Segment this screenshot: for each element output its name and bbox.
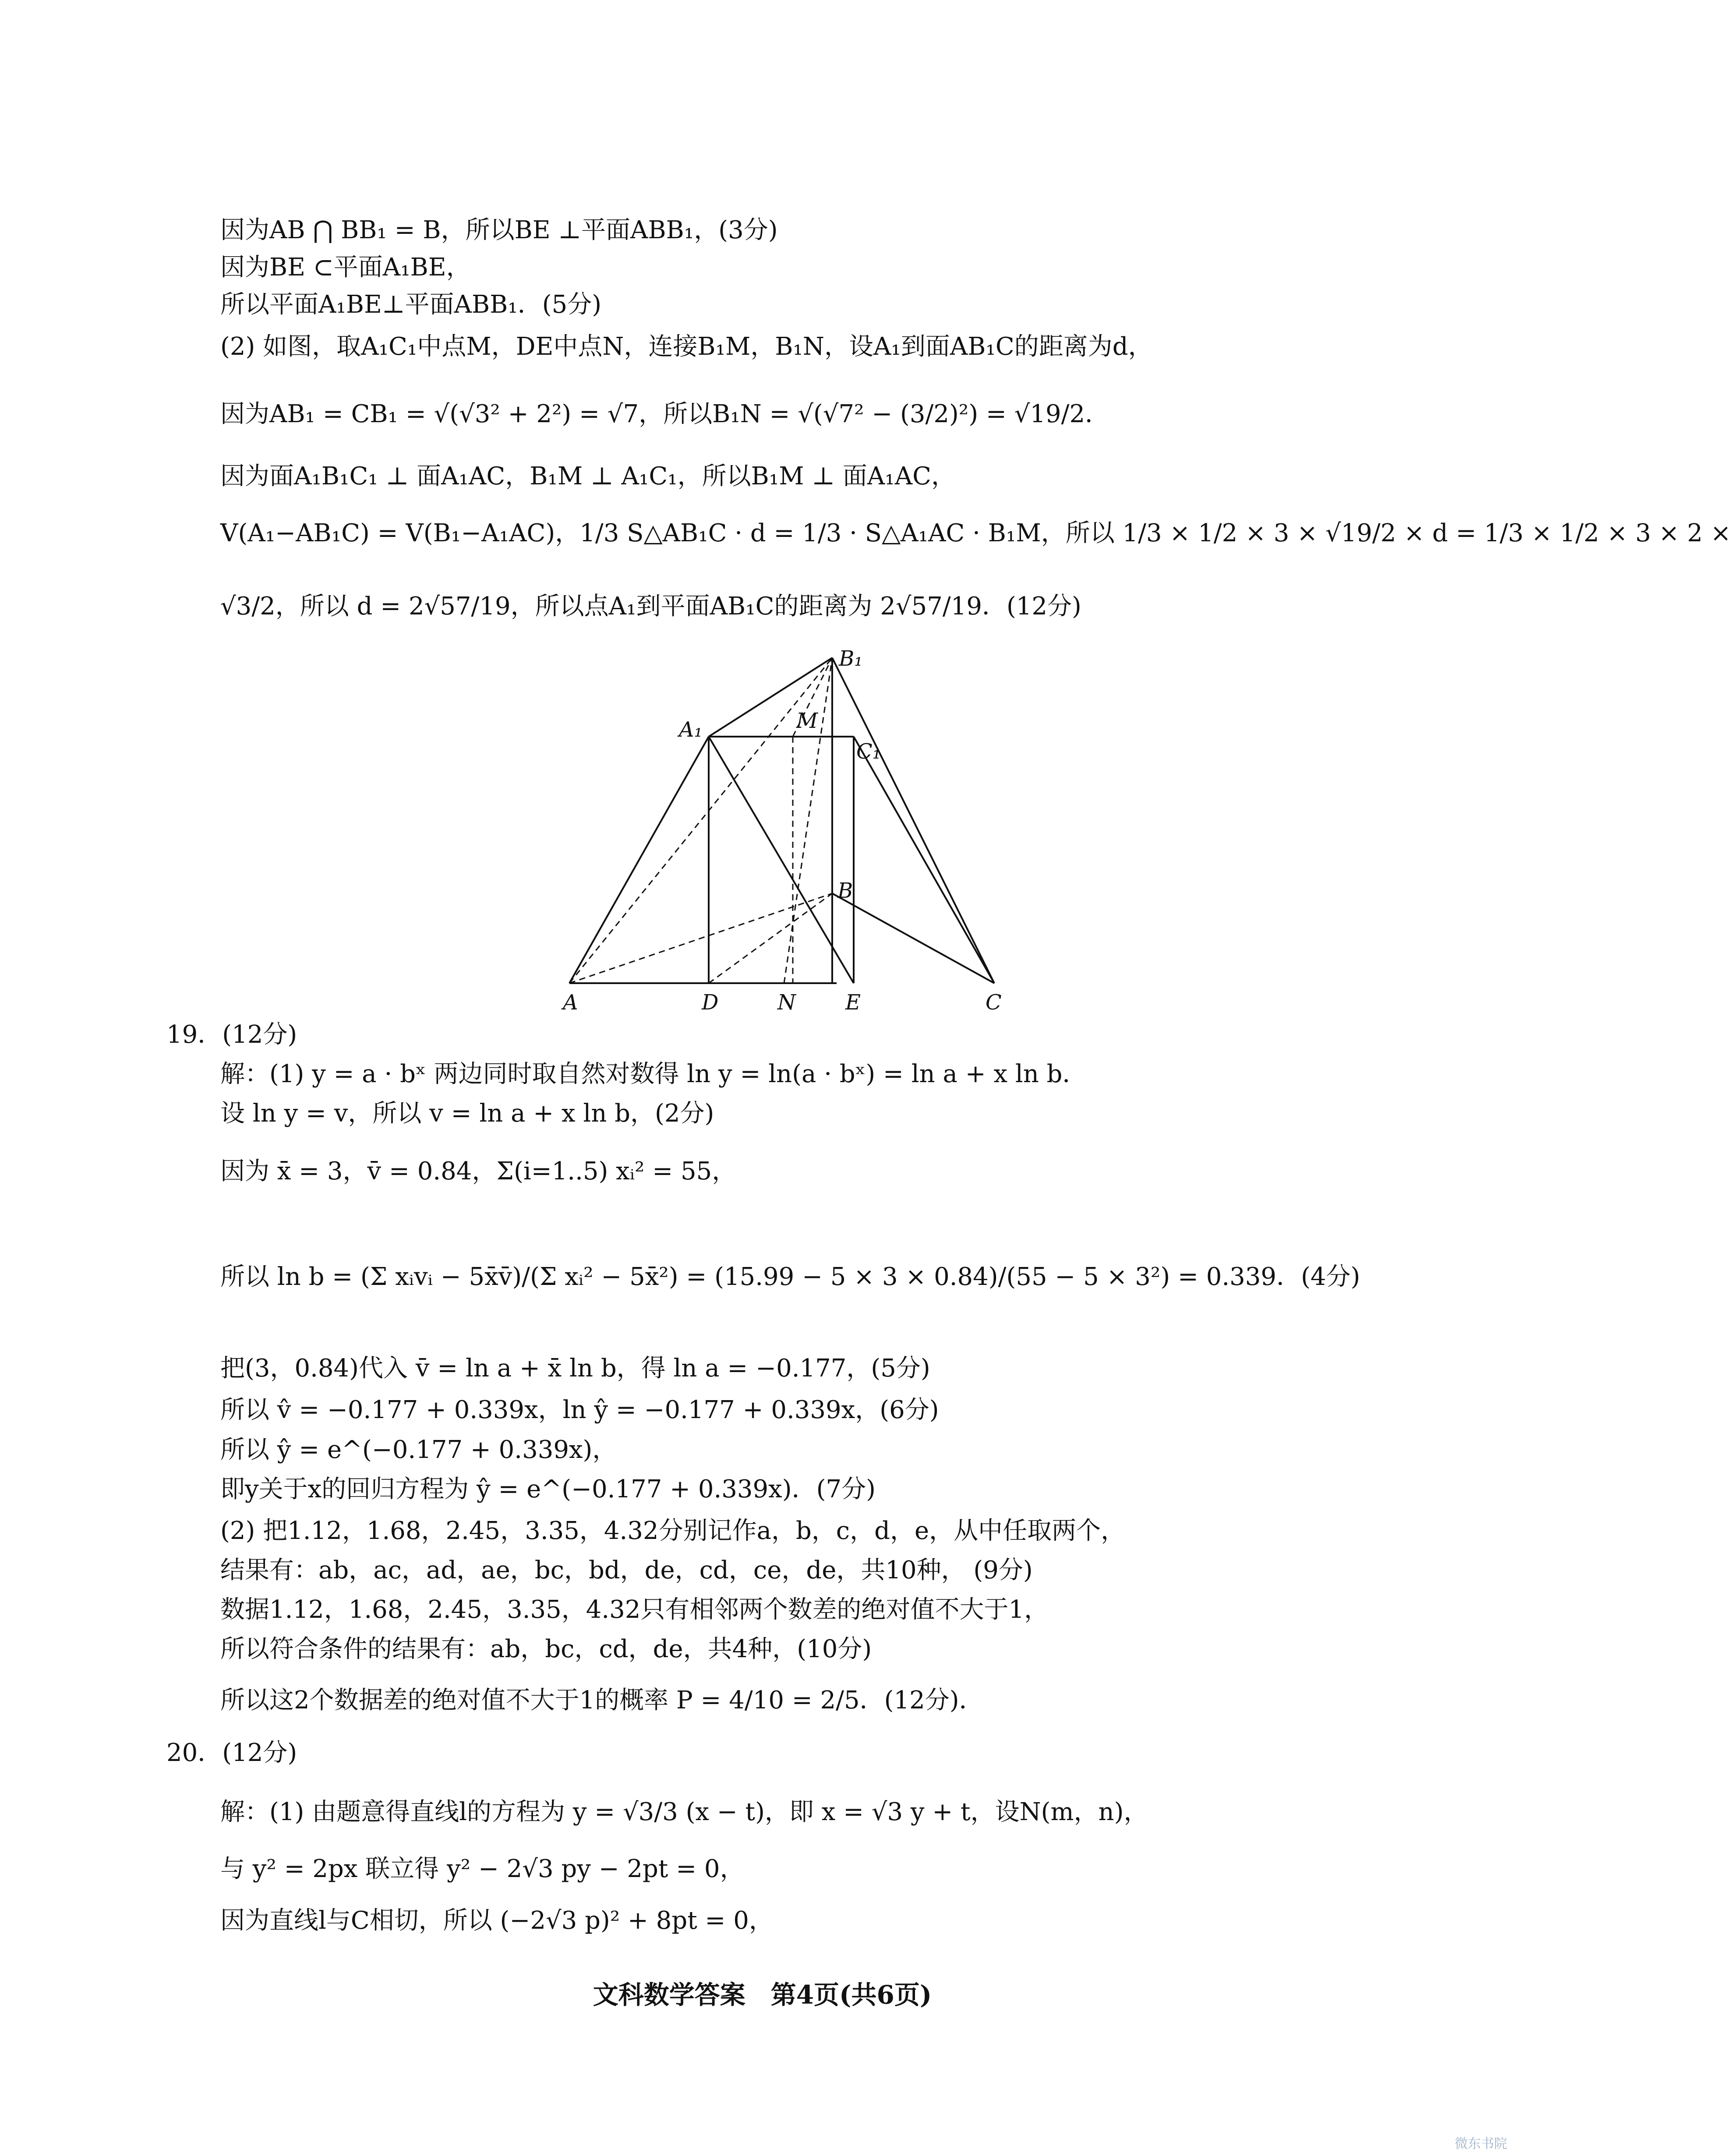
q19-line-1: 解：(1) y = a · bˣ 两边同时取自然对数得 ln y = ln(a · bˣ) = ln a + x ln b． [220, 1060, 1087, 1088]
page-footer: 文科数学答案 第4页(共6页) [593, 1980, 932, 2010]
q19-line-6: 所以 v̂ = −0.177 + 0.339x，ln ŷ = −0.177 + 0.339x，(6分) [220, 1396, 939, 1424]
q19-line-8: 即y关于x的回归方程为 ŷ = e^(−0.177 + 0.339x)．(7分) [220, 1475, 876, 1503]
label-B1: B₁ [839, 646, 863, 671]
q19-line-7: 所以 ŷ = e^(−0.177 + 0.339x)， [220, 1436, 617, 1464]
watermark: 微东书院 [1455, 2136, 1507, 2152]
label-C: C [986, 990, 1002, 1015]
edge-BC [832, 893, 994, 983]
line-3: 所以平面A₁BE⊥平面ABB₁．(5分) [220, 290, 602, 319]
label-N: N [777, 990, 796, 1015]
question-20-heading: 20．(12分) [166, 1739, 297, 1767]
q20-line-3: 因为直线l与C相切，所以 (−2√3 p)² + 8pt = 0， [220, 1906, 774, 1935]
q19-line-12: 所以符合条件的结果有：ab，bc，cd，de，共4种，(10分) [220, 1635, 872, 1663]
q20-line-1: 解：(1) 由题意得直线l的方程为 y = √3/3 (x − t)，即 x = √3 y + t，设N(m，n)， [220, 1798, 1148, 1826]
line-2: 因为BE ⊂平面A₁BE， [220, 253, 471, 282]
q19-line-3: 因为 x̄ = 3，v̄ = 0.84，Σ(i=1..5) xᵢ² = 55， [220, 1157, 737, 1186]
q19-line-5: 把(3，0.84)代入 v̄ = ln a + x̄ ln b，得 ln a = −0.177，(5分) [220, 1354, 930, 1383]
line-5: 因为AB₁ = CB₁ = √(√3² + 2²) = √7，所以B₁N = √(√7² − (3/2)²) = √19/2． [220, 400, 1110, 428]
dash-AB1 [569, 658, 832, 983]
geometry-figure [548, 635, 1021, 1020]
edge-AA1 [569, 737, 709, 983]
q19-line-11: 数据1.12，1.68，2.45，3.35，4.32只有相邻两个数差的绝对值不大于1， [220, 1595, 1049, 1624]
q19-line-2: 设 ln y = v，所以 v = ln a + x ln b，(2分) [220, 1099, 714, 1128]
line-6: 因为面A₁B₁C₁ ⊥ 面A₁AC，B₁M ⊥ A₁C₁，所以B₁M ⊥ 面A₁AC， [220, 462, 956, 490]
line-8: √3/2，所以 d = 2√57/19，所以点A₁到平面AB₁C的距离为 2√57/19．(12分) [220, 592, 1081, 621]
q20-line-2: 与 y² = 2px 联立得 y² − 2√3 py − 2pt = 0， [220, 1855, 745, 1883]
label-B: B [837, 879, 853, 903]
q19-line-4: 所以 ln b = (Σ xᵢvᵢ − 5x̄v̄)/(Σ xᵢ² − 5x̄²) = (15.99 − 5 × 3 × 0.84)/(55 − 5 × 3²) = 0.339．(4分) [220, 1263, 1360, 1291]
question-19-heading: 19．(12分) [166, 1020, 297, 1049]
q19-line-13: 所以这2个数据差的绝对值不大于1的概率 P = 4/10 = 2/5．(12分)． [220, 1686, 984, 1715]
label-A1: A₁ [679, 717, 703, 742]
dash-DB [709, 893, 832, 983]
edge-C1C [854, 737, 994, 983]
line-1: 因为AB ⋂ BB₁ = B，所以BE ⊥平面ABB₁，(3分) [220, 216, 778, 244]
line-4: (2) 如图，取A₁C₁中点M，DE中点N，连接B₁M，B₁N，设A₁到面AB₁C的距离为d， [220, 332, 1153, 361]
edge-B1C [832, 658, 994, 983]
label-M: M [796, 709, 818, 733]
q19-line-10: 结果有：ab，ac，ad，ae，bc，bd，de，cd，ce，de，共10种， (9分) [220, 1556, 1033, 1584]
line-7: V(A₁−AB₁C) = V(B₁−A₁AC)，1/3 S△AB₁C · d = 1/3 · S△A₁AC · B₁M，所以 1/3 × 1/2 × 3 × √19/2 × d = 1/3 × 1/2 × 3 × 2 × [220, 519, 1731, 547]
label-D: D [702, 990, 719, 1015]
label-E: E [845, 990, 861, 1015]
q19-line-9: (2) 把1.12，1.68，2.45，3.35，4.32分别记作a，b，c，d，e，从中任取两个， [220, 1517, 1126, 1545]
label-A: A [563, 990, 578, 1015]
label-C1: C₁ [856, 739, 881, 764]
